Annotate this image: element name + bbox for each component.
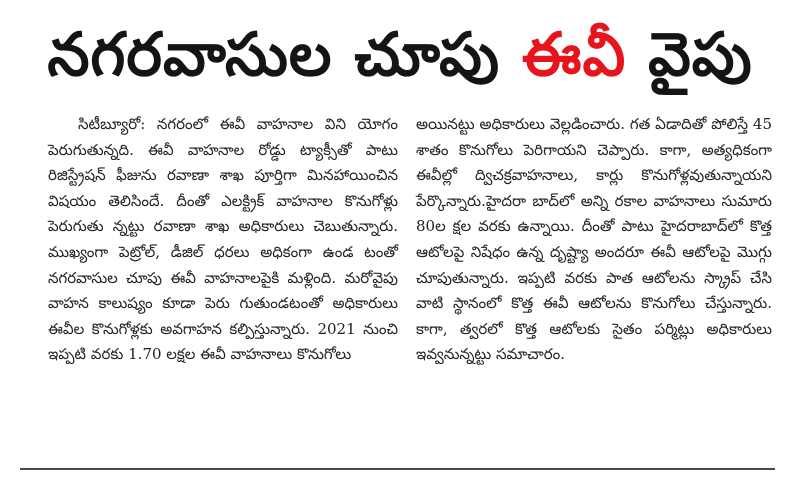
article-column-right bbox=[416, 112, 772, 368]
article-column-left bbox=[48, 112, 398, 368]
headline bbox=[0, 18, 800, 92]
article-body bbox=[48, 112, 772, 368]
headline-part-1: నగరవాసుల చూపు bbox=[47, 20, 522, 90]
headline-part-3: వైపు bbox=[626, 20, 753, 90]
right-column-text: అయినట్టు అధికారులు వెల్లడించారు. గత ఏడాదితో పోలిస్తే 45 శాతం కొనుగోలు పెరిగాయని చెప్పారు. కాగా, అత్యధికంగా ఈవీల్లో ద్విచక్రవాహనాలు, కార్లు కొనుగోళ్లవుతున్నాయని పేర్కొన్నారు.హైదరా బాద్‌లో అన్ని రకాల వాహనాలు సుమారు 80ల క్షల వరకు ఉన్నాయి. దీంతో పాటు హైదరాబాద్‌లో కొత్త ఆటోలపై నిషేధం ఉన్న దృష్ట్యా అందరూ ఈవీ ఆటోలపై మొగ్గు చూపుతున్నారు. ఇప్పటి వరకు పాత ఆటోలను స్క్రాప్ చేసి వాటి స్థానంలో కొత్త ఈవీ ఆటోలను కొనుగోలు చేస్తున్నారు. కాగా, త్వరలో కొత్త ఆటోలకు సైతం పర్మిట్లు అధికారులు ఇవ్వనున్నట్టు సమాచారం. bbox=[416, 115, 772, 364]
headline-highlight-ev: ఈవీ bbox=[521, 20, 627, 90]
bottom-divider bbox=[20, 468, 775, 470]
left-column-text: సిటీబ్యూరో: నగరంలో ఈవీ వాహనాల విని యోగం పెరుగుతున్నది. ఈవీ వాహనాల రోడ్డు ట్యాక్సీతో పాటు రిజిస్ట్రేషన్ ఫీజును రవాణా శాఖ పూర్తిగా మినహాయించిన విషయం తెలిసిందే. దీంతో ఎలక్ట్రిక్ వాహనాల కొనుగోళ్లు పెరుగుతు న్నట్టు రవాణా శాఖ అధికారులు చెబుతున్నారు. ముఖ్యంగా పెట్రోల్, డీజిల్ ధరలు అధికంగా ఉండ టంతో నగరవాసుల చూపు ఈవీ వాహనాలపైకి మళ్లింది. మరోవైపు వాహన కాలుష్యం కూడా పెరు గుతుండటంతో అధికారులు ఈవీల కొనుగోళ్లకు అవగాహన కల్పిస్తున్నారు. 2021 నుంచి ఇప్పటి వరకు 1.70 లక్షల ఈవీ వాహనాలు కొనుగోలు bbox=[48, 115, 398, 364]
